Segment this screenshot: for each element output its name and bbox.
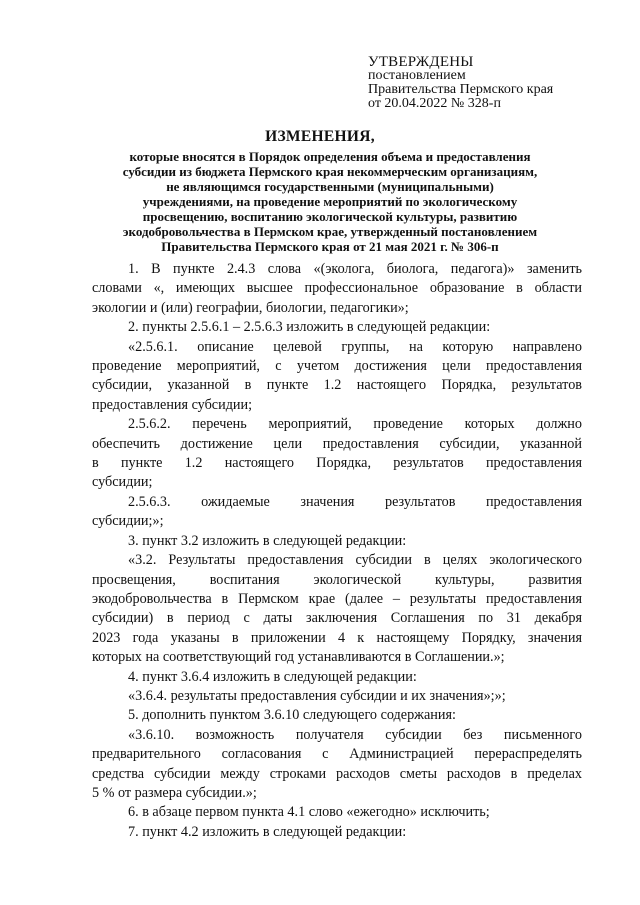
body-line: проведение мероприятий, с учетом достижения цели предоставления — [92, 358, 582, 375]
body-line: 4. пункт 3.6.4 изложить в следующей редакции: — [128, 668, 417, 685]
body-line: экологии и (или) географии, биологии, педагогики»; — [92, 299, 409, 316]
document-title: ИЗМЕНЕНИЯ, — [265, 128, 375, 145]
body-line: 5 % от размера субсидии.»; — [92, 784, 257, 801]
body-line: предварительного согласования с Администрацией перераспределять — [92, 746, 582, 763]
body-line: «3.6.10. возможность получателя субсидии без письменного — [128, 726, 582, 743]
body-line: которых на соответствующий год устанавливаются в Соглашении.»; — [92, 649, 505, 666]
subtitle-line: Правительства Пермского края от 21 мая 2021 г. № 306-п — [161, 239, 499, 254]
body-line: «3.2. Результаты предоставления субсидии в целях экологического — [128, 552, 582, 569]
body-line: 6. в абзаце первом пункта 4.1 слово «ежегодно» исключить; — [128, 804, 490, 821]
approval-line: постановлением — [368, 68, 466, 83]
subtitle-line: просвещению, воспитанию экологической культуры, развитию — [142, 209, 518, 224]
subtitle-line: экодобровольчества в Пермском крае, утвержденный постановлением — [122, 224, 538, 239]
approval-heading: УТВЕРЖДЕНЫ — [368, 54, 474, 70]
body-line: словами «, имеющих высшее профессиональное образование в области — [92, 280, 582, 297]
body-line: средства субсидии между строками расходов сметы расходов в пределах — [92, 765, 582, 782]
body-line: субсидии, указанной в пункте 1.2 настоящего Порядка, результатов — [92, 377, 582, 394]
approval-block — [368, 55, 628, 111]
body-line: «2.5.6.1. описание целевой группы, на которую направлено — [128, 338, 582, 355]
body-line: предоставления субсидии; — [92, 396, 253, 413]
body-line: 2. пункты 2.5.6.1 – 2.5.6.3 изложить в следующей редакции: — [128, 319, 491, 336]
document-subtitle — [80, 149, 580, 254]
subtitle-line: которые вносятся в Порядок определения объема и предоставления — [129, 149, 531, 164]
body-line: просвещения, воспитания экологической культуры, развития — [92, 571, 582, 588]
subtitle-line: субсидии из бюджета Пермского края некоммерческим организациям, — [122, 164, 538, 179]
approval-line: от 20.04.2022 № 328-п — [368, 96, 501, 111]
subtitle-line: не являющимся государственными (муниципальными) — [166, 179, 494, 194]
body-line: 2023 года указаны в приложении 4 к настоящему Порядку, значения — [92, 629, 582, 646]
body-line: 2.5.6.2. перечень мероприятий, проведение которых должно — [128, 416, 582, 433]
body-line: 3. пункт 3.2 изложить в следующей редакции: — [128, 532, 407, 549]
body-line: обеспечить достижение цели предоставления субсидии, указанной — [92, 435, 582, 452]
body-line: субсидии) в период с даты заключения Соглашения по 31 декабря — [92, 610, 582, 627]
subtitle-line: учреждениями, на проведение мероприятий по экологическому — [142, 194, 518, 209]
body-line: 5. дополнить пунктом 3.6.10 следующего содержания: — [128, 707, 456, 724]
body-line: субсидии;»; — [92, 513, 164, 530]
body-line: экодобровольчества в Пермском крае (далее – результаты предоставления — [92, 590, 582, 607]
document-body — [92, 260, 582, 842]
body-line: 1. В пункте 2.4.3 слова «(эколога, биолога, педагога)» заменить — [128, 261, 582, 277]
body-line: субсидии; — [92, 474, 153, 491]
body-line: в пункте 1.2 настоящего Порядка, результатов предоставления — [92, 455, 582, 472]
body-line: 2.5.6.3. ожидаемые значения результатов предоставления — [128, 493, 582, 510]
body-line: «3.6.4. результаты предоставления субсидии и их значения»;»; — [128, 687, 506, 704]
approval-line: Правительства Пермского края — [368, 82, 554, 97]
body-line: 7. пункт 4.2 изложить в следующей редакции: — [128, 823, 407, 840]
